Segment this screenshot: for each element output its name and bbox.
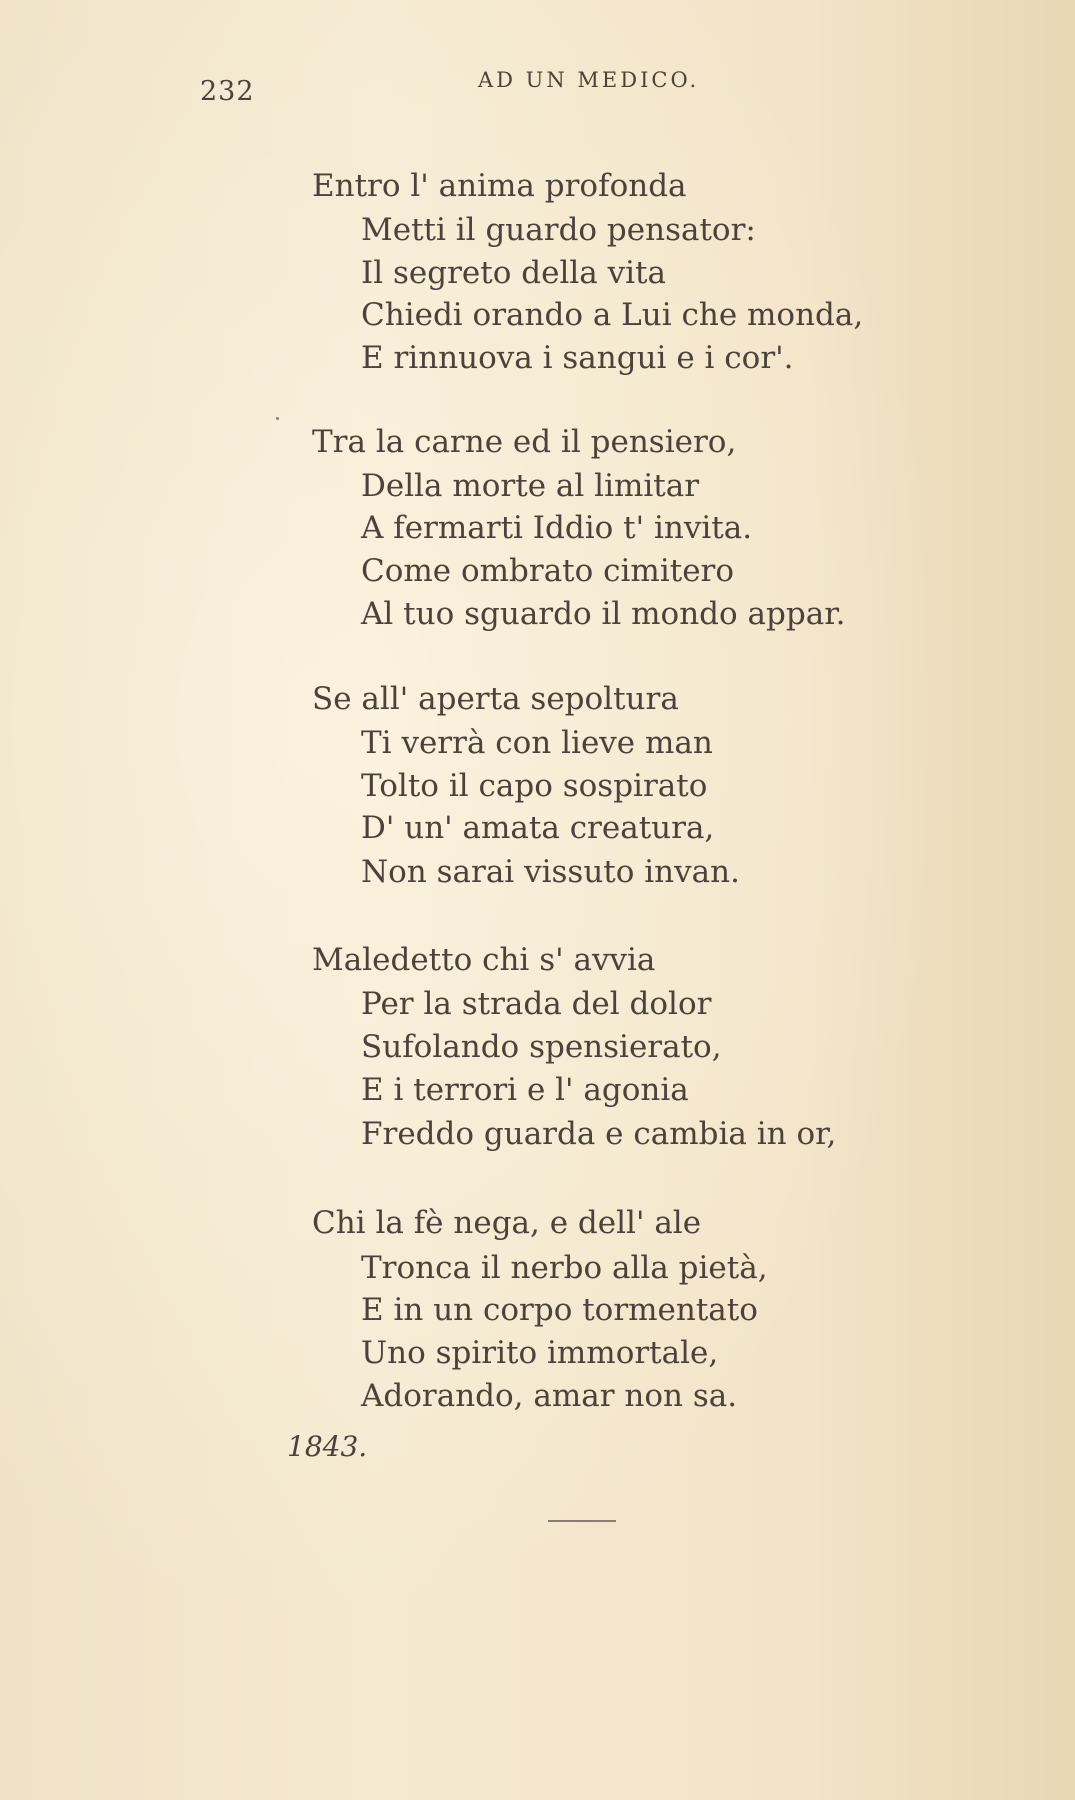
verse-line: Sufolando spensierato, bbox=[361, 1029, 722, 1065]
verse-line: D' un' amata creatura, bbox=[361, 810, 715, 846]
running-title: AD UN MEDICO. bbox=[478, 68, 700, 92]
verse-line: E in un corpo tormentato bbox=[361, 1292, 758, 1328]
verse-line: Chiedi orando a Lui che monda, bbox=[361, 297, 864, 333]
verse-line: E i terrori e l' agonia bbox=[361, 1072, 689, 1108]
page-number: 232 bbox=[200, 76, 255, 107]
verse-line: Freddo guarda e cambia in or, bbox=[361, 1116, 837, 1152]
verse-line: Per la strada del dolor bbox=[361, 986, 712, 1022]
verse-line: Entro l' anima profonda bbox=[312, 168, 687, 204]
verse-line: Maledetto chi s' avvia bbox=[312, 942, 656, 978]
verse-line: Tronca il nerbo alla pietà, bbox=[361, 1250, 768, 1286]
ink-speck bbox=[276, 417, 279, 420]
verse-line: Al tuo sguardo il mondo appar. bbox=[361, 596, 846, 632]
verse-line: Chi la fè nega, e dell' ale bbox=[312, 1205, 702, 1241]
verse-line: E rinnuova i sangui e i cor'. bbox=[361, 340, 794, 376]
verse-line: Se all' aperta sepoltura bbox=[312, 681, 679, 717]
verse-line: Tra la carne ed il pensiero, bbox=[312, 424, 737, 460]
verse-line: Tolto il capo sospirato bbox=[361, 768, 708, 804]
verse-line: Adorando, amar non sa. bbox=[361, 1378, 738, 1414]
end-rule bbox=[548, 1520, 616, 1522]
verse-line: A fermarti Iddio t' invita. bbox=[361, 510, 753, 546]
verse-line: Uno spirito immortale, bbox=[361, 1335, 719, 1371]
verse-line: Come ombrato cimitero bbox=[361, 553, 735, 589]
verse-line: Della morte al limitar bbox=[361, 468, 700, 504]
verse-line: Il segreto della vita bbox=[361, 255, 666, 291]
poem-date: 1843. bbox=[287, 1430, 368, 1463]
verse-line: Non sarai vissuto invan. bbox=[361, 854, 740, 890]
verse-line: Ti verrà con lieve man bbox=[361, 725, 713, 761]
verse-line: Metti il guardo pensator: bbox=[361, 212, 756, 248]
